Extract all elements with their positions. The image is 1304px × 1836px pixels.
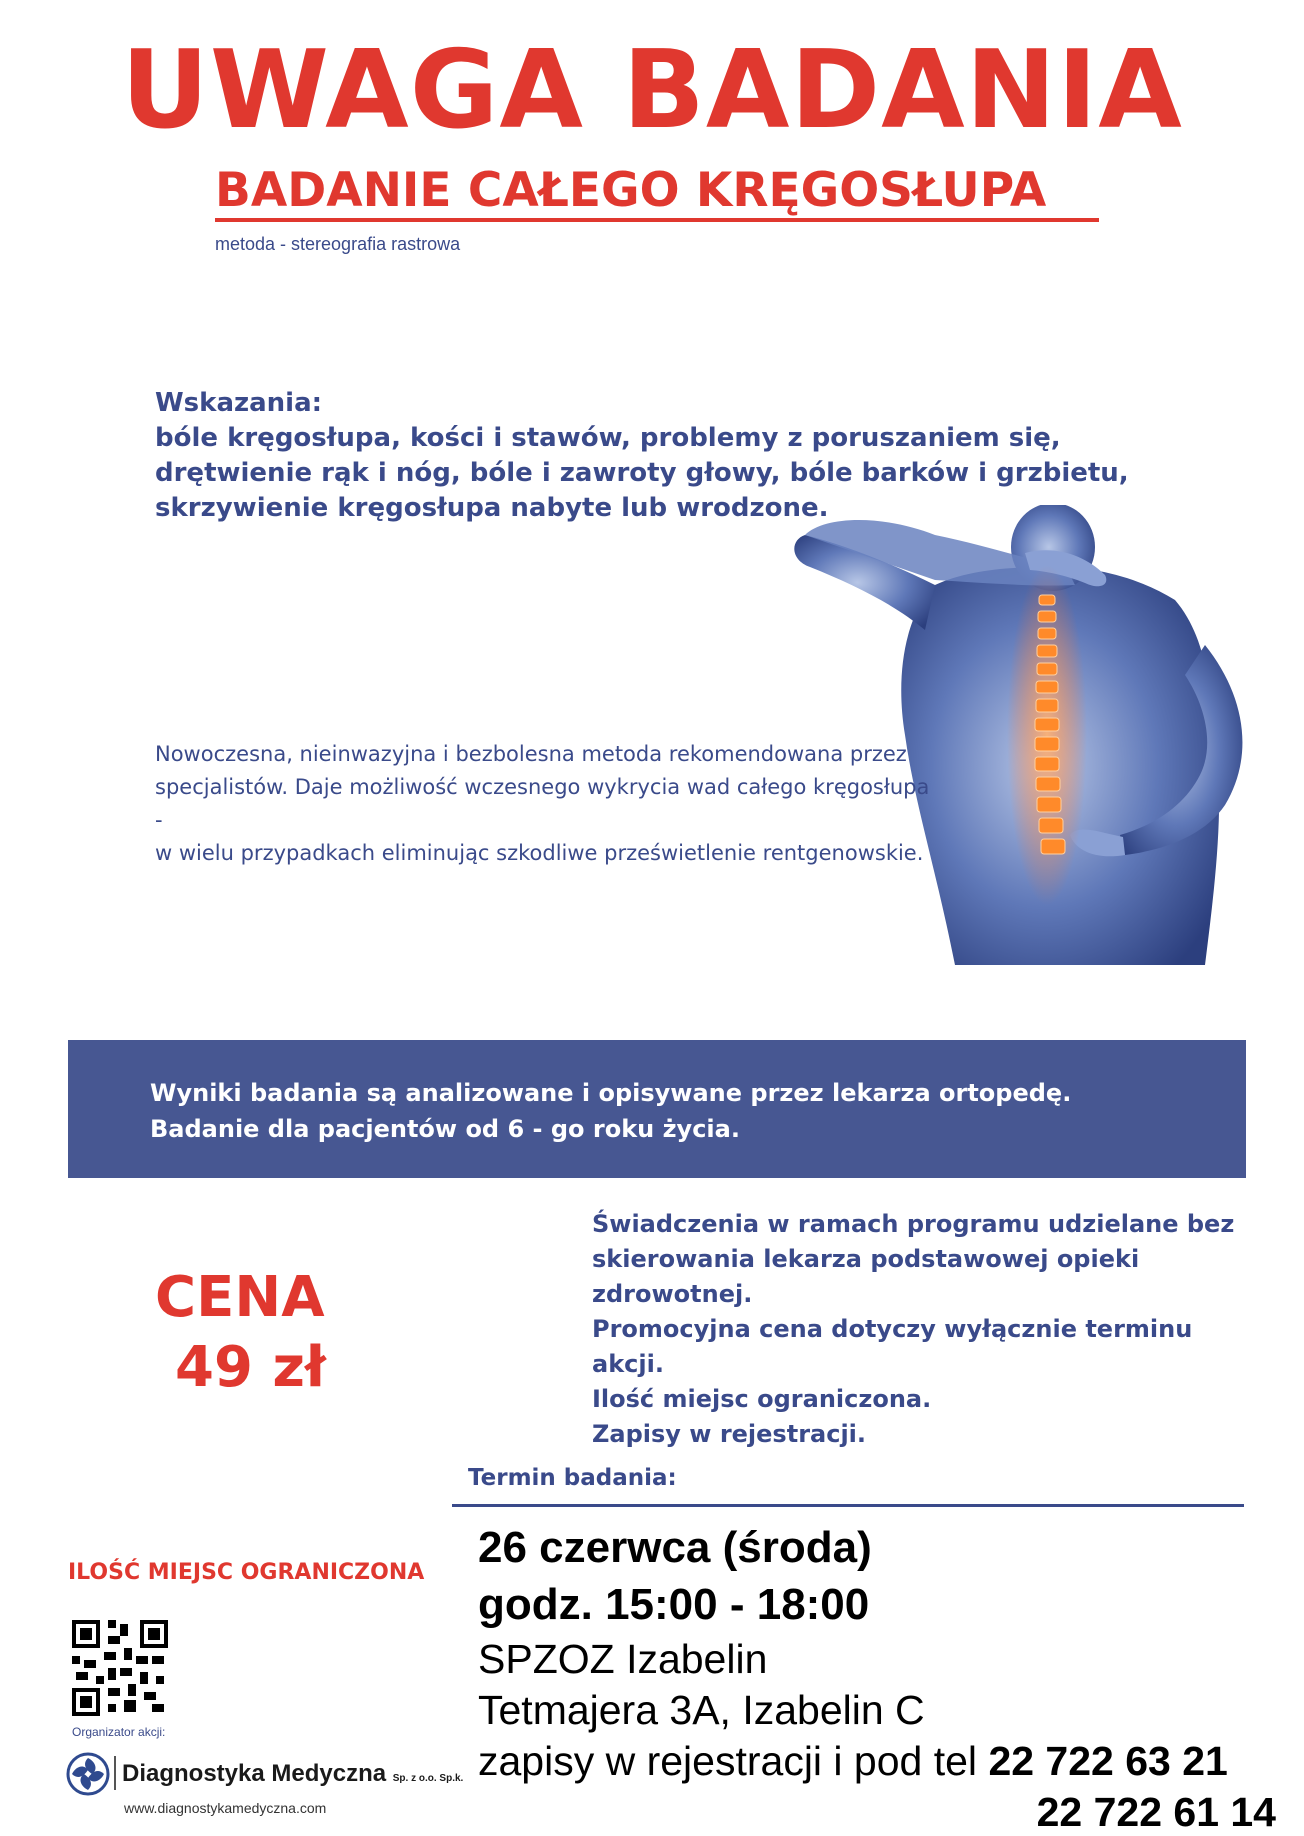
term-place: SPZOZ Izabelin [478,1636,768,1682]
banner-line: Badanie dla pacjentów od 6 - go roku życia. [150,1115,740,1143]
info-line: skierowania lekarza podstawowej opieki zdrowotnej. [592,1245,1140,1308]
logo-name: Diagnostyka Medyczna [122,1760,387,1787]
indications-text: bóle kręgosłupa, kości i stawów, problemy z poruszaniem się, drętwienie rąk i nóg, bóle i zawroty głowy, bóle barków i grzbietu, skrzywienie kręgosłupa nabyte lub wrodzone. [155,423,1129,523]
term-divider [452,1504,1244,1507]
subtitle-underline [215,218,1099,222]
poster-subtitle: BADANIE CAŁEGO KRĘGOSŁUPA [215,163,1047,218]
diagnostyka-logo-text [122,1760,463,1788]
banner-line: Wyniki badania są analizowane i opisywane przez lekarza ortopedę. [150,1079,1072,1107]
term-date: 26 czerwca (środa) [478,1523,872,1572]
qr-code-icon [72,1620,168,1716]
phone-number-secondary: 22 722 61 14 [1036,1789,1276,1835]
organizer-label: Organizator akcji: [72,1725,166,1739]
indications-heading: Wskazania: [155,388,323,418]
price-value: 49 zł [175,1335,326,1400]
info-line: Ilość miejsc ograniczona. [592,1385,932,1413]
phone-number-primary: 22 722 63 21 [988,1738,1228,1784]
website-url: www.diagnostykamedyczna.com [124,1800,327,1816]
program-info [592,1207,1252,1452]
info-line: Zapisy w rejestracji. [592,1420,867,1448]
method-caption: metoda - stereografia rastrowa [215,234,461,254]
logo-suffix: Sp. z o.o. Sp.k. [392,1773,464,1784]
results-banner-text [150,1075,1071,1147]
term-signup [478,1738,1228,1785]
term-label: Termin badania: [468,1465,677,1491]
spine-pain-illustration [785,505,1265,965]
description-line: Nowoczesna, nieinwazyjna i bezbolesna metoda rekomendowana przez [155,742,907,766]
description-line: w wielu przypadkach eliminując szkodliwe prześwietlenie rentgenowskie. [155,841,924,865]
method-description [155,738,935,870]
limited-seats-notice: ILOŚĆ MIEJSC OGRANICZONA [68,1560,425,1585]
term-address: Tetmajera 3A, Izabelin C [478,1687,925,1733]
info-line: Świadczenia w ramach programu udzielane bez [592,1210,1235,1238]
poster-title: UWAGA BADANIA [121,28,1183,153]
logo-divider [114,1756,116,1790]
description-line: specjalistów. Daje możliwość wczesnego wykrycia wad całego kręgosłupa - [155,775,930,832]
diagnostyka-logo-icon [66,1752,110,1796]
signup-text: zapisy w rejestracji i pod tel [478,1738,978,1784]
term-time: godz. 15:00 - 18:00 [478,1580,870,1629]
price-label: CENA [155,1265,325,1330]
info-line: Promocyjna cena dotyczy wyłącznie terminu akcji. [592,1315,1193,1378]
